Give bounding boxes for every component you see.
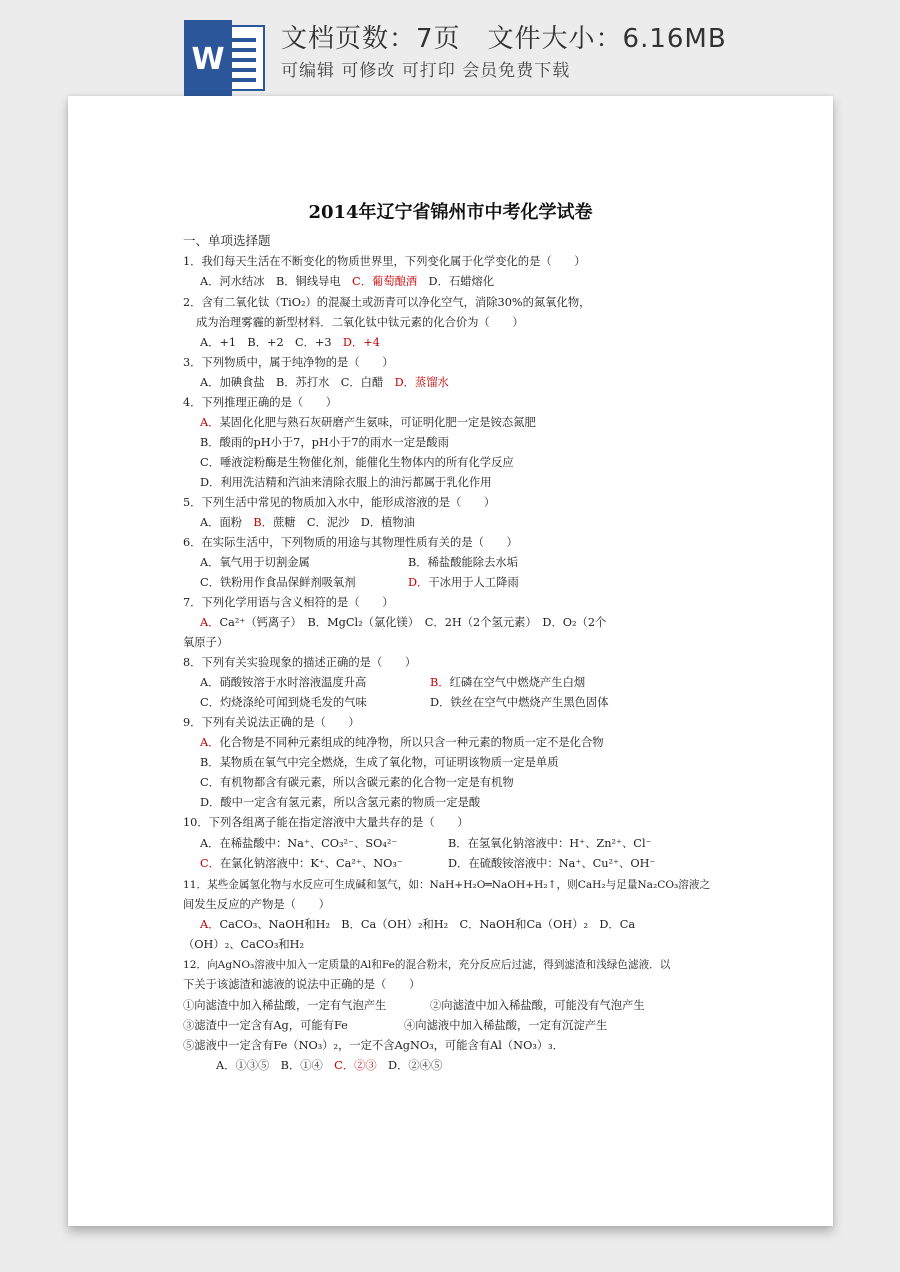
- q6-option-b: B．稀盐酸能除去水垢: [408, 556, 518, 569]
- answer-option: B．: [253, 516, 273, 529]
- q4-option-a: [200, 416, 536, 430]
- download-header: [0, 0, 900, 100]
- word-document-icon: [184, 20, 266, 96]
- file-info-title: 文档页数：7页 文件大小：6.16MB: [281, 24, 727, 54]
- answer-option: D．+4: [342, 336, 380, 349]
- q5-options: [200, 516, 415, 530]
- option-text: A．加碘食盐 B．苏打水 C．白醋: [200, 376, 384, 389]
- q7-options: [200, 616, 606, 630]
- q6-option-c: C．铁粉用作食品保鲜剂吸氧剂: [200, 576, 356, 589]
- question-9: 9．下列有关说法正确的是（ ）: [183, 716, 360, 729]
- answer-option: A．: [200, 616, 220, 629]
- q10-option-b: B．在氢氧化钠溶液中：H⁺、Zn²⁺、Cl⁻: [448, 837, 652, 850]
- q4-option-c: C．唾液淀粉酶是生物催化剂，能催化生物体内的所有化学反应: [200, 456, 514, 469]
- q10-option-d: D．在硫酸铵溶液中：Na⁺、Cu²⁺、OH⁻: [448, 857, 656, 870]
- option-text: A．①③⑤ B．①④: [216, 1059, 323, 1072]
- q9-option-c: C．有机物都含有碳元素，所以含碳元素的化合物一定是有机物: [200, 776, 514, 789]
- question-10: 10．下列各组离子能在指定溶液中大量共存的是（ ）: [183, 816, 469, 829]
- q10-option-a: A．在稀盐酸中：Na⁺、CO₃²⁻、SO₄²⁻: [200, 837, 398, 850]
- q8-option-d: D．铁丝在空气中燃烧产生黑色固体: [430, 696, 609, 709]
- option-text: CaCO₃、NaOH和H₂ B．Ca（OH）₂和H₂ C．NaOH和Ca（OH）₂ D．Ca: [219, 918, 636, 931]
- question-6: 6．在实际生活中，下列物质的用途与其物理性质有关的是（ ）: [183, 536, 518, 549]
- answer-option: A．: [200, 416, 220, 429]
- option-text: 干冰用于人工降雨: [428, 576, 519, 589]
- option-text: 某固化化肥与熟石灰研磨产生氨味，可证明化肥一定是铵态氮肥: [219, 416, 536, 429]
- answer-option: A．: [200, 736, 220, 749]
- q4-option-d: D．利用洗洁精和汽油来清除衣服上的油污都属于乳化作用: [200, 476, 492, 489]
- q7-options-cont: 氧原子）: [183, 636, 229, 649]
- option-text: A．河水结冰 B．铜线导电: [200, 275, 341, 288]
- question-12: 12．向AgNO₃溶液中加入一定质量的Al和Fe的混合粉末，充分反应后过滤，得到滤渣和浅绿色滤液．以: [183, 959, 671, 971]
- answer-option: A．: [200, 918, 220, 931]
- question-8: 8．下列有关实验现象的描述正确的是（ ）: [183, 656, 417, 669]
- document-page: [68, 96, 833, 1226]
- q8-option-a: A．硝酸铵溶于水时溶液温度升高: [200, 676, 367, 689]
- option-text: A．+1 B．+2 C．+3: [200, 336, 332, 349]
- option-text: D．②④⑤: [388, 1059, 443, 1072]
- q8-option-b: [430, 676, 585, 690]
- question-4: 4．下列推理正确的是（ ）: [183, 396, 338, 409]
- document-title: 2014年辽宁省锦州市中考化学试卷: [308, 202, 593, 223]
- question-1: 1．我们每天生活在不断变化的物质世界里，下列变化属于化学变化的是（ ）: [183, 255, 586, 268]
- option-text: D．石蜡熔化: [428, 275, 495, 288]
- section-heading: 一、单项选择题: [183, 233, 271, 248]
- word-icon-letter: W: [191, 42, 225, 77]
- question-12-cont: 下关于该滤渣和滤液的说法中正确的是（ ）: [183, 978, 421, 991]
- question-2-cont: 成为治理雾霾的新型材料．二氧化钛中钛元素的化合价为（ ）: [196, 316, 524, 329]
- question-11-cont: 间发生反应的产物是（ ）: [183, 898, 330, 911]
- q12-statement-3: ③滤渣中一定含有Ag，可能有Fe: [183, 1019, 348, 1032]
- answer-option: C．②③: [334, 1059, 377, 1072]
- file-info-subtitle: 可编辑 可修改 可打印 会员免费下载: [281, 61, 571, 81]
- q11-options-cont: （OH）₂、CaCO₃和H₂: [183, 938, 305, 951]
- option-text: Ca²⁺（钙离子） B．MgCl₂（氯化镁） C．2H（2个氢元素） D．O₂（2个: [219, 616, 607, 629]
- q11-options: [200, 918, 635, 932]
- q10-option-c: [200, 857, 403, 871]
- q12-options: [216, 1059, 442, 1073]
- question-11: 11．某些金属氢化物与水反应可生成碱和氢气，如：NaH+H₂O═NaOH+H₂↑，则CaH₂与足量Na₂CO₃溶液之: [183, 879, 711, 891]
- q9-option-b: B．某物质在氧气中完全燃烧，生成了氧化物，可证明该物质一定是单质: [200, 756, 559, 769]
- option-text: 红磷在空气中燃烧产生白烟: [449, 676, 586, 689]
- question-5: 5．下列生活中常见的物质加入水中，能形成溶液的是（ ）: [183, 496, 496, 509]
- question-7: 7．下列化学用语与含义相符的是（ ）: [183, 596, 394, 609]
- answer-option: C．: [200, 857, 220, 870]
- q9-option-a: [200, 736, 604, 750]
- q6-option-a: A．氧气用于切割金属: [200, 556, 310, 569]
- option-text: 在氯化钠溶液中：K⁺、Ca²⁺、NO₃⁻: [219, 857, 403, 870]
- q8-option-c: C．灼烧涤纶可闻到烧毛发的气味: [200, 696, 367, 709]
- question-2: 2．含有二氧化钛（TiO₂）的混凝土或沥青可以净化空气，消除30%的氮氧化物，: [183, 296, 591, 309]
- q6-option-d: [408, 576, 519, 590]
- answer-option: D．: [408, 576, 429, 589]
- answer-option: D．蒸馏水: [394, 376, 449, 389]
- option-text: A．面粉: [200, 516, 243, 529]
- q4-option-b: B．酸雨的pH小于7，pH小于7的雨水一定是酸雨: [200, 436, 449, 449]
- answer-option: C．葡萄酿酒: [352, 275, 418, 288]
- q2-options: [200, 336, 380, 350]
- answer-option: B．: [430, 676, 450, 689]
- q3-options: [200, 376, 449, 390]
- q1-options: [200, 275, 494, 289]
- q9-option-d: D．酸中一定含有氢元素，所以含氢元素的物质一定是酸: [200, 796, 481, 809]
- option-text: 蔗糖 C．泥沙 D．植物油: [272, 516, 415, 529]
- q12-statement-2: ②向滤渣中加入稀盐酸，可能没有气泡产生: [430, 999, 645, 1012]
- option-text: 化合物是不同种元素组成的纯净物，所以只含一种元素的物质一定不是化合物: [219, 736, 604, 749]
- question-3: 3．下列物质中，属于纯净物的是（ ）: [183, 356, 394, 369]
- q12-statement-1: ①向滤渣中加入稀盐酸，一定有气泡产生: [183, 999, 387, 1012]
- q12-statement-5: ⑤滤液中一定含有Fe（NO₃）₂，一定不含AgNO₃，可能含有Al（NO₃）₃．: [183, 1039, 564, 1052]
- q12-statement-4: ④向滤液中加入稀盐酸，一定有沉淀产生: [404, 1019, 608, 1032]
